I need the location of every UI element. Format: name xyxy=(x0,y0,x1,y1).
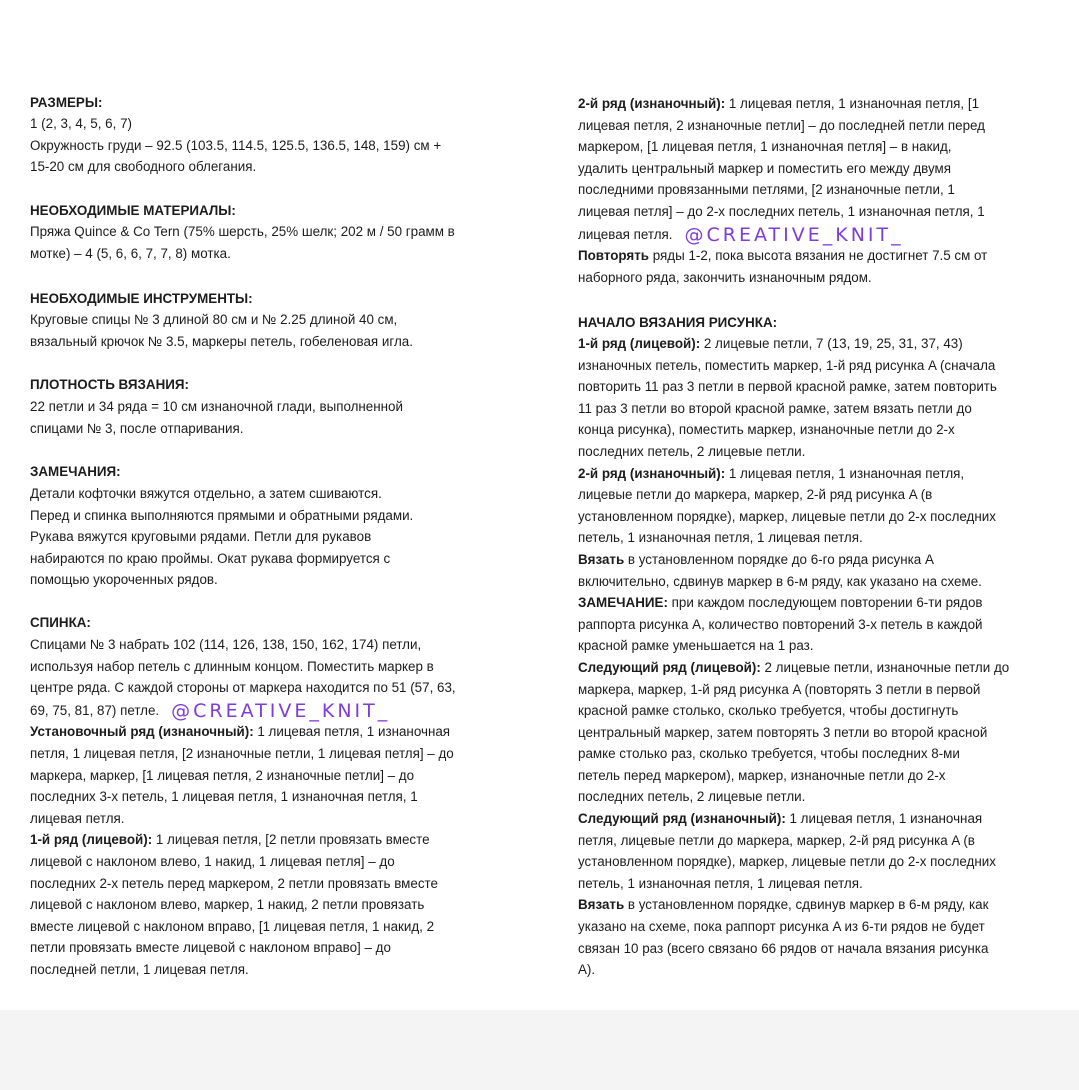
back-heading: СПИНКА: xyxy=(30,615,91,630)
row2-text: 1 лицевая петля, 1 изнаночная петля, [1 лицевая петля, 2 изнаночные петли] – до последней петли перед маркером, [1 лицевая петля, 1 изнаночная петля] – в накид, удалить центральный маркер и поместить его между двумя последними провязанными петлями, [2 изнаночные петли, 1 лицевая петля] – до 2-х последних петель, 1 изнаночная петля, 1 лицевая петля. xyxy=(578,96,985,242)
knit-text: в установленном порядке до 6-го ряда рисунка A включительно, сдвинув маркер в 6-м ряду, как указано на схеме. xyxy=(578,551,982,589)
setup-row-label: Установочный ряд (изнаночный): xyxy=(30,724,254,740)
repeat-label: Повторять xyxy=(578,248,650,264)
pattern-heading: НАЧАЛО ВЯЗАНИЯ РИСУНКА: xyxy=(578,315,778,330)
pattern-row1-text: 2 лицевые петли, 7 (13, 19, 25, 31, 37, 43) изнаночных петель, поместить маркер, 1-й ряд рисунка A (сначала повторить 11 раз 3 петли в первой красной рамке, затем повторить 11 раз 3 петли во второй красной рамке, затем вязать петли до конца рисунка), поместить маркер, изнаночные петли до 2-х последних петель, 2 лицевые петли. xyxy=(578,336,997,459)
pattern-row2-label: 2-й ряд (изнаночный): xyxy=(578,465,726,481)
bottom-band xyxy=(0,1010,1079,1090)
materials-heading: НЕОБХОДИМЫЕ МАТЕРИАЛЫ: xyxy=(30,203,236,218)
next-ws-label: Следующий ряд (изнаночный): xyxy=(578,811,786,827)
sizes-text: 1 (2, 3, 4, 5, 6, 7) Окружность груди – 92.5 (103.5, 114.5, 125.5, 136.5, 148, 159) см + 15-20 см для свободного облегания. xyxy=(30,116,442,175)
knit2-label: Вязать xyxy=(578,897,625,913)
notes-heading: ЗАМЕЧАНИЯ: xyxy=(30,464,121,479)
knit-label: Вязать xyxy=(578,551,625,567)
sizes-heading: РАЗМЕРЫ: xyxy=(30,95,103,110)
next-ws-text: 1 лицевая петля, 1 изнаночная петля, лицевые петли до маркера, маркер, 2-й ряд рисунка A (в установленном порядке), маркер, лицевые петли до 2-х последних петель, 1 изнаночная петля, 1 лицевая петля. xyxy=(578,811,996,891)
back-section xyxy=(30,634,456,981)
gauge-text: 22 петли и 34 ряда = 10 см изнаночной глади, выполненной спицами № 3, после отпаривания. xyxy=(30,399,403,436)
notes-text: Детали кофточки вяжутся отдельно, а затем сшиваются. Перед и спинка выполняются прямыми и обратными рядами. Рукава вяжутся круговыми рядами. Петли для рукавов набираются по краю проймы. Окат рукава формируется с помощью укороченных рядов. xyxy=(30,486,414,588)
row2-label: 2-й ряд (изнаночный): xyxy=(578,96,726,111)
note-label: ЗАМЕЧАНИЕ: xyxy=(578,595,668,611)
row1-text: 1 лицевая петля, [2 петли провязать вместе лицевой с наклоном влево, 1 накид, 1 лицевая петля] – до последних 2-х петель перед маркером, 2 петли провязать вместе лицевой с наклоном влево, маркер, 1 накид, 2 петли провязать вместе лицевой с наклоном вправо, [1 лицевая петля, 1 накид, 2 петли провязать вместе лицевой с наклоном вправо] – до последней петли, 1 лицевая петля. xyxy=(30,832,438,977)
back-text: Спицами № 3 набрать 102 (114, 126, 138, 150, 162, 174) петли, используя набор петель с длинным концом. Поместить маркер в центре ряда. С каждой стороны от маркера находится по 51 (57, 63, 69, 75, 81, 87) петле. xyxy=(30,637,456,718)
gauge-heading: ПЛОТНОСТЬ ВЯЗАНИЯ: xyxy=(30,377,189,392)
watermark-left: @CREATIVE_KNIT_ xyxy=(171,699,391,722)
repeat-text: ряды 1-2, пока высота вязания не достигнет 7.5 см от наборного ряда, закончить изнаночным рядом. xyxy=(578,248,988,285)
row1-label: 1-й ряд (лицевой): xyxy=(30,832,153,848)
next-rs-label: Следующий ряд (лицевой): xyxy=(578,659,761,675)
pattern-row2-text: 1 лицевая петля, 1 изнаночная петля, лицевые петли до маркера, маркер, 2-й ряд рисунка A (в установленном порядке), маркер, лицевые петли до 2-х последних петель, 1 изнаночная петля, 1 лицевая петля. xyxy=(578,465,996,546)
setup-row-text: 1 лицевая петля, 1 изнаночная петля, 1 лицевая петля, [2 изнаночные петли, 1 лицевая петля] – до маркера, маркер, [1 лицевая петля, 2 изнаночные петли] – до последних 3-х петель, 1 лицевая петля, 1 изнаночная петля, 1 лицевая петля. xyxy=(30,724,454,826)
materials-text: Пряжа Quince & Co Tern (75% шерсть, 25% шелк; 202 м / 50 грамм в мотке) – 4 (5, 6, 6, 7, 7, 8) мотка. xyxy=(30,224,455,261)
tools-heading: НЕОБХОДИМЫЕ ИНСТРУМЕНТЫ: xyxy=(30,291,253,306)
row2-section xyxy=(578,93,987,288)
knit2-text: в установленном порядке, сдвинув маркер в 6-м ряду, как указано на схеме, пока раппорт рисунка A из 6-ти рядов не будет связан 10 раз (всего связано 66 рядов от начала вязания рисунка A). xyxy=(578,897,989,978)
note-text: при каждом последующем повторении 6-ти рядов раппорта рисунка A, количество повторений 3-х петель в каждой красной рамке уменьшается на 1 раз. xyxy=(578,595,983,654)
tools-text: Круговые спицы № 3 длиной 80 см и № 2.25 длиной 40 см, вязальный крючок № 3.5, маркеры петель, гобеленовая игла. xyxy=(30,312,413,349)
pattern-row1-label: 1-й ряд (лицевой): xyxy=(578,336,701,351)
watermark-right: @CREATIVE_KNIT_ xyxy=(684,223,904,246)
pattern-section xyxy=(578,333,1009,981)
next-rs-text: 2 лицевые петли, изнаночные петли до маркера, маркер, 1-й ряд рисунка A (повторять 3 петли в первой красной рамке столько, сколько требуется, чтобы достигнуть центральный маркер, затем повторять 3 петли во второй красной рамке столько раз, сколько требуется, чтобы последних 8-ми петель перед маркером), маркер, изнаночные петли до 2-х последних петель, 2 лицевые петли. xyxy=(578,659,1010,805)
